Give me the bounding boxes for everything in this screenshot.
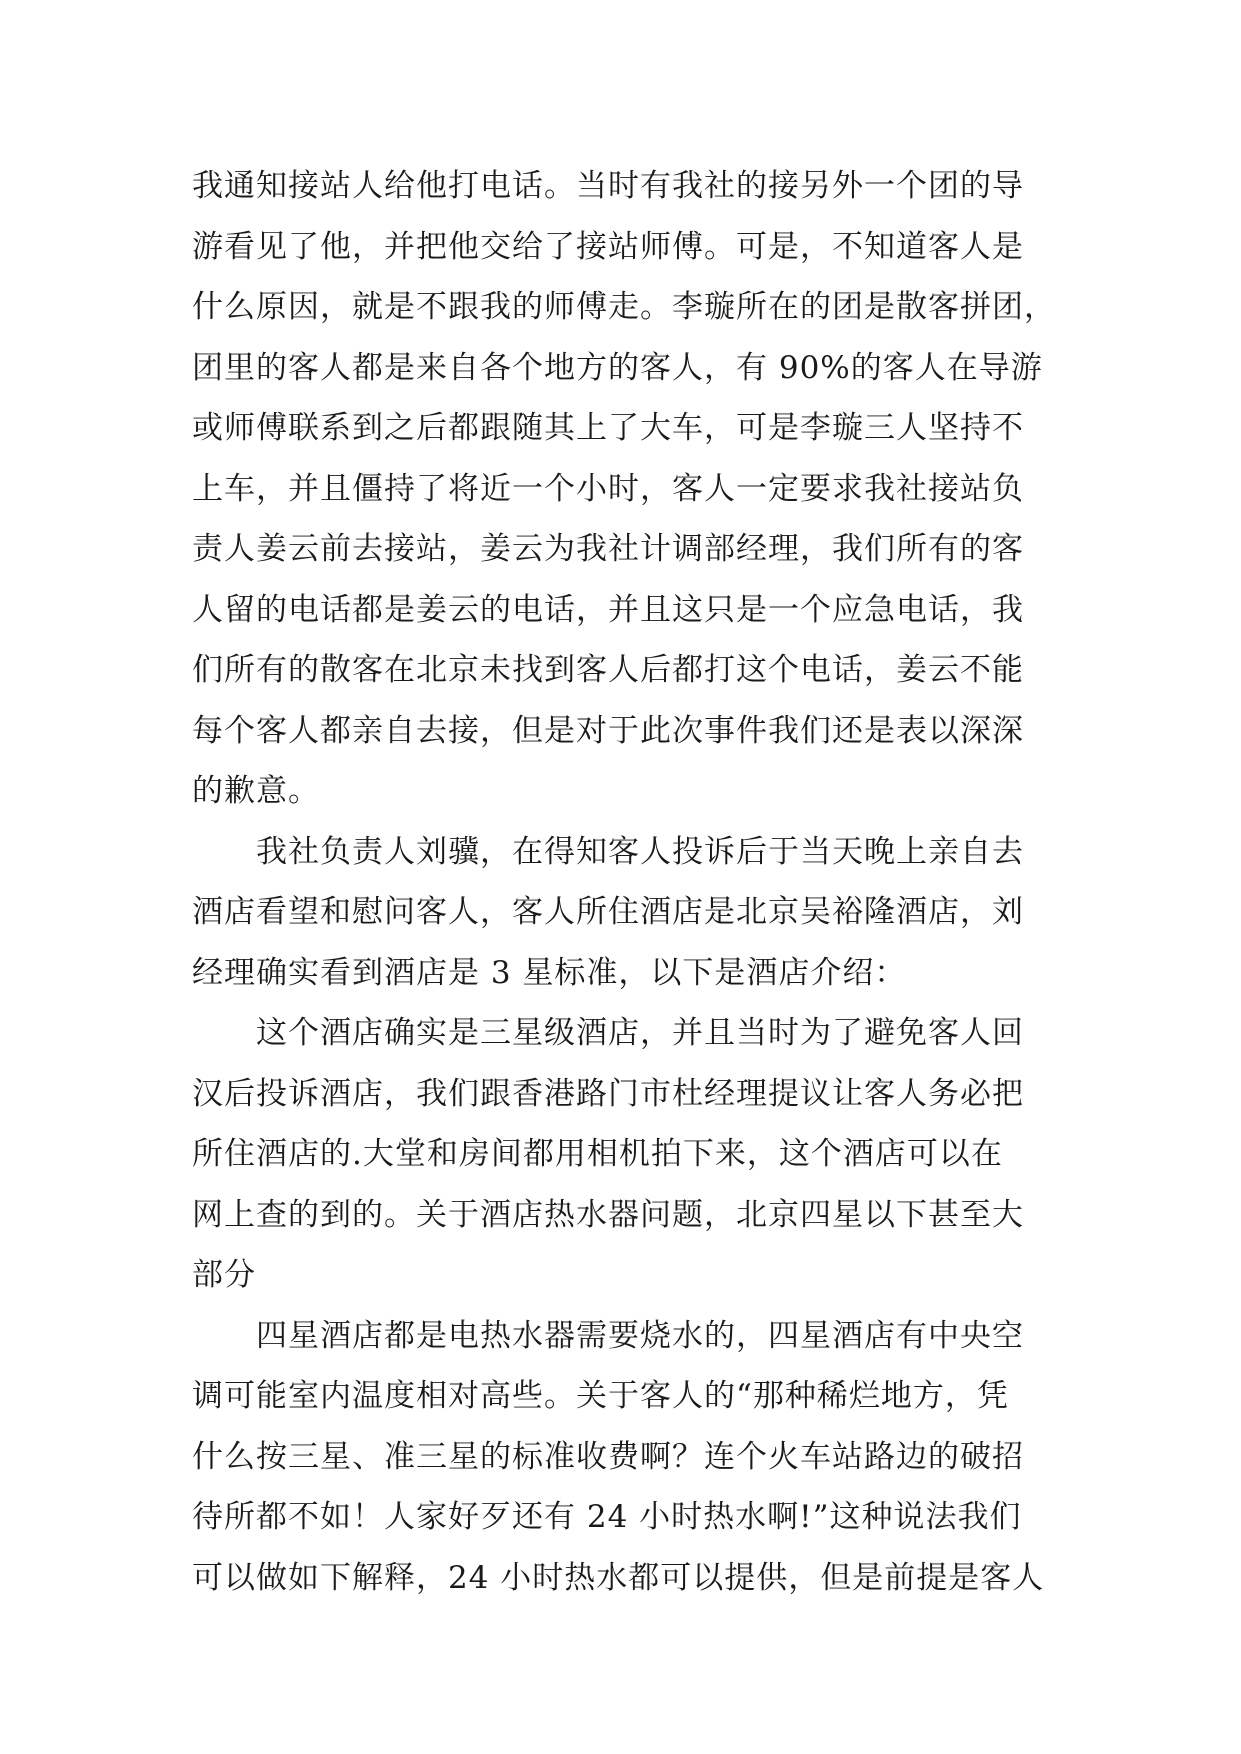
text-line: 网上查的到的。关于酒店热水器问题，北京四星以下甚至大 bbox=[192, 1196, 1024, 1233]
text-line: 人留的电话都是姜云的电话，并且这只是一个应急电话，我 bbox=[192, 591, 1024, 628]
text-line: 团里的客人都是来自各个地方的客人，有 90%的客人在导游 bbox=[192, 349, 1043, 386]
text-line: 酒店看望和慰问客人，客人所住酒店是北京吴裕隆酒店，刘 bbox=[192, 894, 1024, 930]
text-line: 责人姜云前去接站，姜云为我社计调部经理，我们所有的客 bbox=[192, 531, 1024, 567]
text-line: 所住酒店的.大堂和房间都用相机拍下来，这个酒店可以在 bbox=[192, 1136, 1003, 1172]
text-line: 四星酒店都是电热水器需要烧水的，四星酒店有中央空 bbox=[256, 1317, 1024, 1354]
paragraph bbox=[192, 822, 1062, 1004]
text-line: 可以做如下解释，24 小时热水都可以提供，但是前提是客人 bbox=[192, 1559, 1045, 1596]
text-line: 游看见了他，并把他交给了接站师傅。可是，不知道客人是 bbox=[192, 228, 1024, 265]
text-line: 这个酒店确实是三星级酒店，并且当时为了避免客人回 bbox=[256, 1015, 1024, 1051]
text-line: 什么按三星、准三星的标准收费啊？连个火车站路边的破招 bbox=[192, 1438, 1024, 1475]
body-text bbox=[192, 156, 1062, 1608]
text-line: 什么原因，就是不跟我的师傅走。李璇所在的团是散客拼团， bbox=[192, 289, 1056, 325]
text-line: 上车，并且僵持了将近一个小时，客人一定要求我社接站负 bbox=[192, 470, 1024, 507]
text-line: 每个客人都亲自去接，但是对于此次事件我们还是表以深深 bbox=[192, 712, 1024, 749]
text-line: 汉后投诉酒店，我们跟香港路门市杜经理提议让客人务必把 bbox=[192, 1075, 1024, 1112]
paragraph bbox=[192, 1306, 1062, 1609]
text-line: 们所有的散客在北京未找到客人后都打这个电话，姜云不能 bbox=[192, 652, 1024, 688]
text-line: 或师傅联系到之后都跟随其上了大车，可是李璇三人坚持不 bbox=[192, 410, 1024, 446]
text-line: 我通知接站人给他打电话。当时有我社的接另外一个团的导 bbox=[192, 168, 1024, 204]
paragraph bbox=[192, 1003, 1062, 1306]
text-line: 的歉意。 bbox=[192, 773, 320, 809]
text-line: 待所都不如！人家好歹还有 24 小时热水啊!”这种说法我们 bbox=[192, 1499, 1022, 1535]
text-line: 部分 bbox=[192, 1257, 256, 1293]
text-line: 经理确实看到酒店是 3 星标准，以下是酒店介绍： bbox=[192, 954, 907, 991]
text-line: 我社负责人刘骥，在得知客人投诉后于当天晚上亲自去 bbox=[256, 833, 1024, 870]
paragraph bbox=[192, 156, 1062, 822]
text-line: 调可能室内温度相对高些。关于客人的“那种稀烂地方，凭 bbox=[192, 1378, 1009, 1414]
